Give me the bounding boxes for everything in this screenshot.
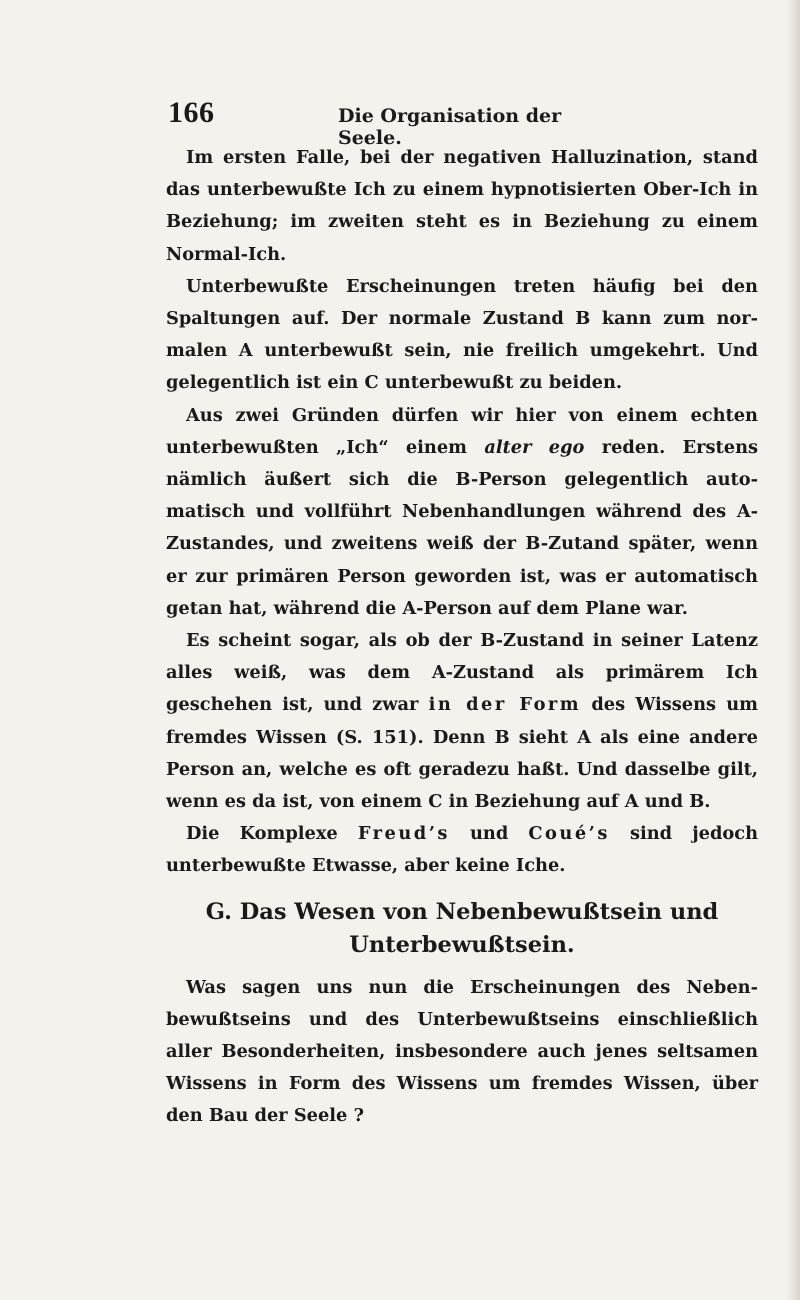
paragraph-4-text-start: Es scheint sogar, als ob der B-Zustand in seiner Latenz alles weiß, was dem A-Zustand als primärem Ich geschehen ist, und zwar (166, 630, 758, 716)
paragraph-3-text-end: reden. Erstens nämlich äußert sich die B-Person gelegentlich automatisch und vollführt Nebenhandlungen während des A-Zustandes, und zweitens weiß der B-Zutand später, wenn er zur primären Person geworden ist, was er automatisch getan hat, während die A-Person auf dem Plane war. (166, 436, 759, 619)
body-text (166, 142, 758, 1133)
section-heading-line-2: Unterbewußtsein. (349, 931, 575, 958)
page-edge (786, 0, 800, 1300)
running-title: Die Organisation der Seele. (338, 105, 562, 149)
page-header (168, 96, 628, 149)
spaced-emphasis: in der Form (428, 694, 582, 716)
name-freud: Freud’s (357, 823, 450, 845)
paragraph-2: Unterbewußte Erscheinungen treten häufig bei den Spaltungen auf. Der normale Zustand B kann zum normalen A unterbewußt sein, nie freilich umgekehrt. Und gelegentlich ist ein C unterbewußt zu beiden. (166, 275, 758, 394)
section-paragraph-1: Was sagen uns nun die Erscheinungen des Nebenbewußtseins und des Unterbewußtseins einschließlich aller Besonderheiten, insbesondere auch jenes seltsamen Wissens in Form des Wissens um fremdes Wissen, über den Bau der Seele ? (166, 976, 758, 1127)
paragraph-5-text-start: Die Komplexe (186, 823, 358, 845)
paragraph-5 (166, 818, 758, 882)
paragraph-1: Im ersten Falle, bei der negativen Halluzination, stand das unterbewußte Ich zu einem hypnotisierten Ober-Ich in Beziehung; im zweiten steht es in Beziehung zu einem Normal-Ich. (166, 147, 758, 265)
name-coue: Coué’s (528, 823, 610, 845)
paragraph-3 (166, 400, 758, 625)
paragraph-5-text-middle: und (449, 823, 529, 845)
paragraph-4 (166, 625, 758, 818)
paragraph-4-text-end: des Wissens um fremdes Wissen (S. 151). Denn B sieht A als eine andere Person an, welche es oft geradezu haßt. Und dasselbe gilt, wenn es da ist, von einem C in Beziehung auf A und B. (166, 694, 758, 813)
section-heading (166, 896, 758, 962)
paragraph-5-text-end: sind jedoch unterbewußte Etwasse, aber keine Iche. (166, 823, 758, 877)
alter-ego-term: alter ego (484, 436, 585, 458)
paragraph-3-text-start: Aus zwei Gründen dürfen wir hier von einem echten unterbewußten „Ich“ einem (166, 404, 758, 458)
page-number: 166 (168, 96, 215, 129)
section-heading-line-1: G. Das Wesen von Nebenbewußtsein und (205, 898, 719, 925)
